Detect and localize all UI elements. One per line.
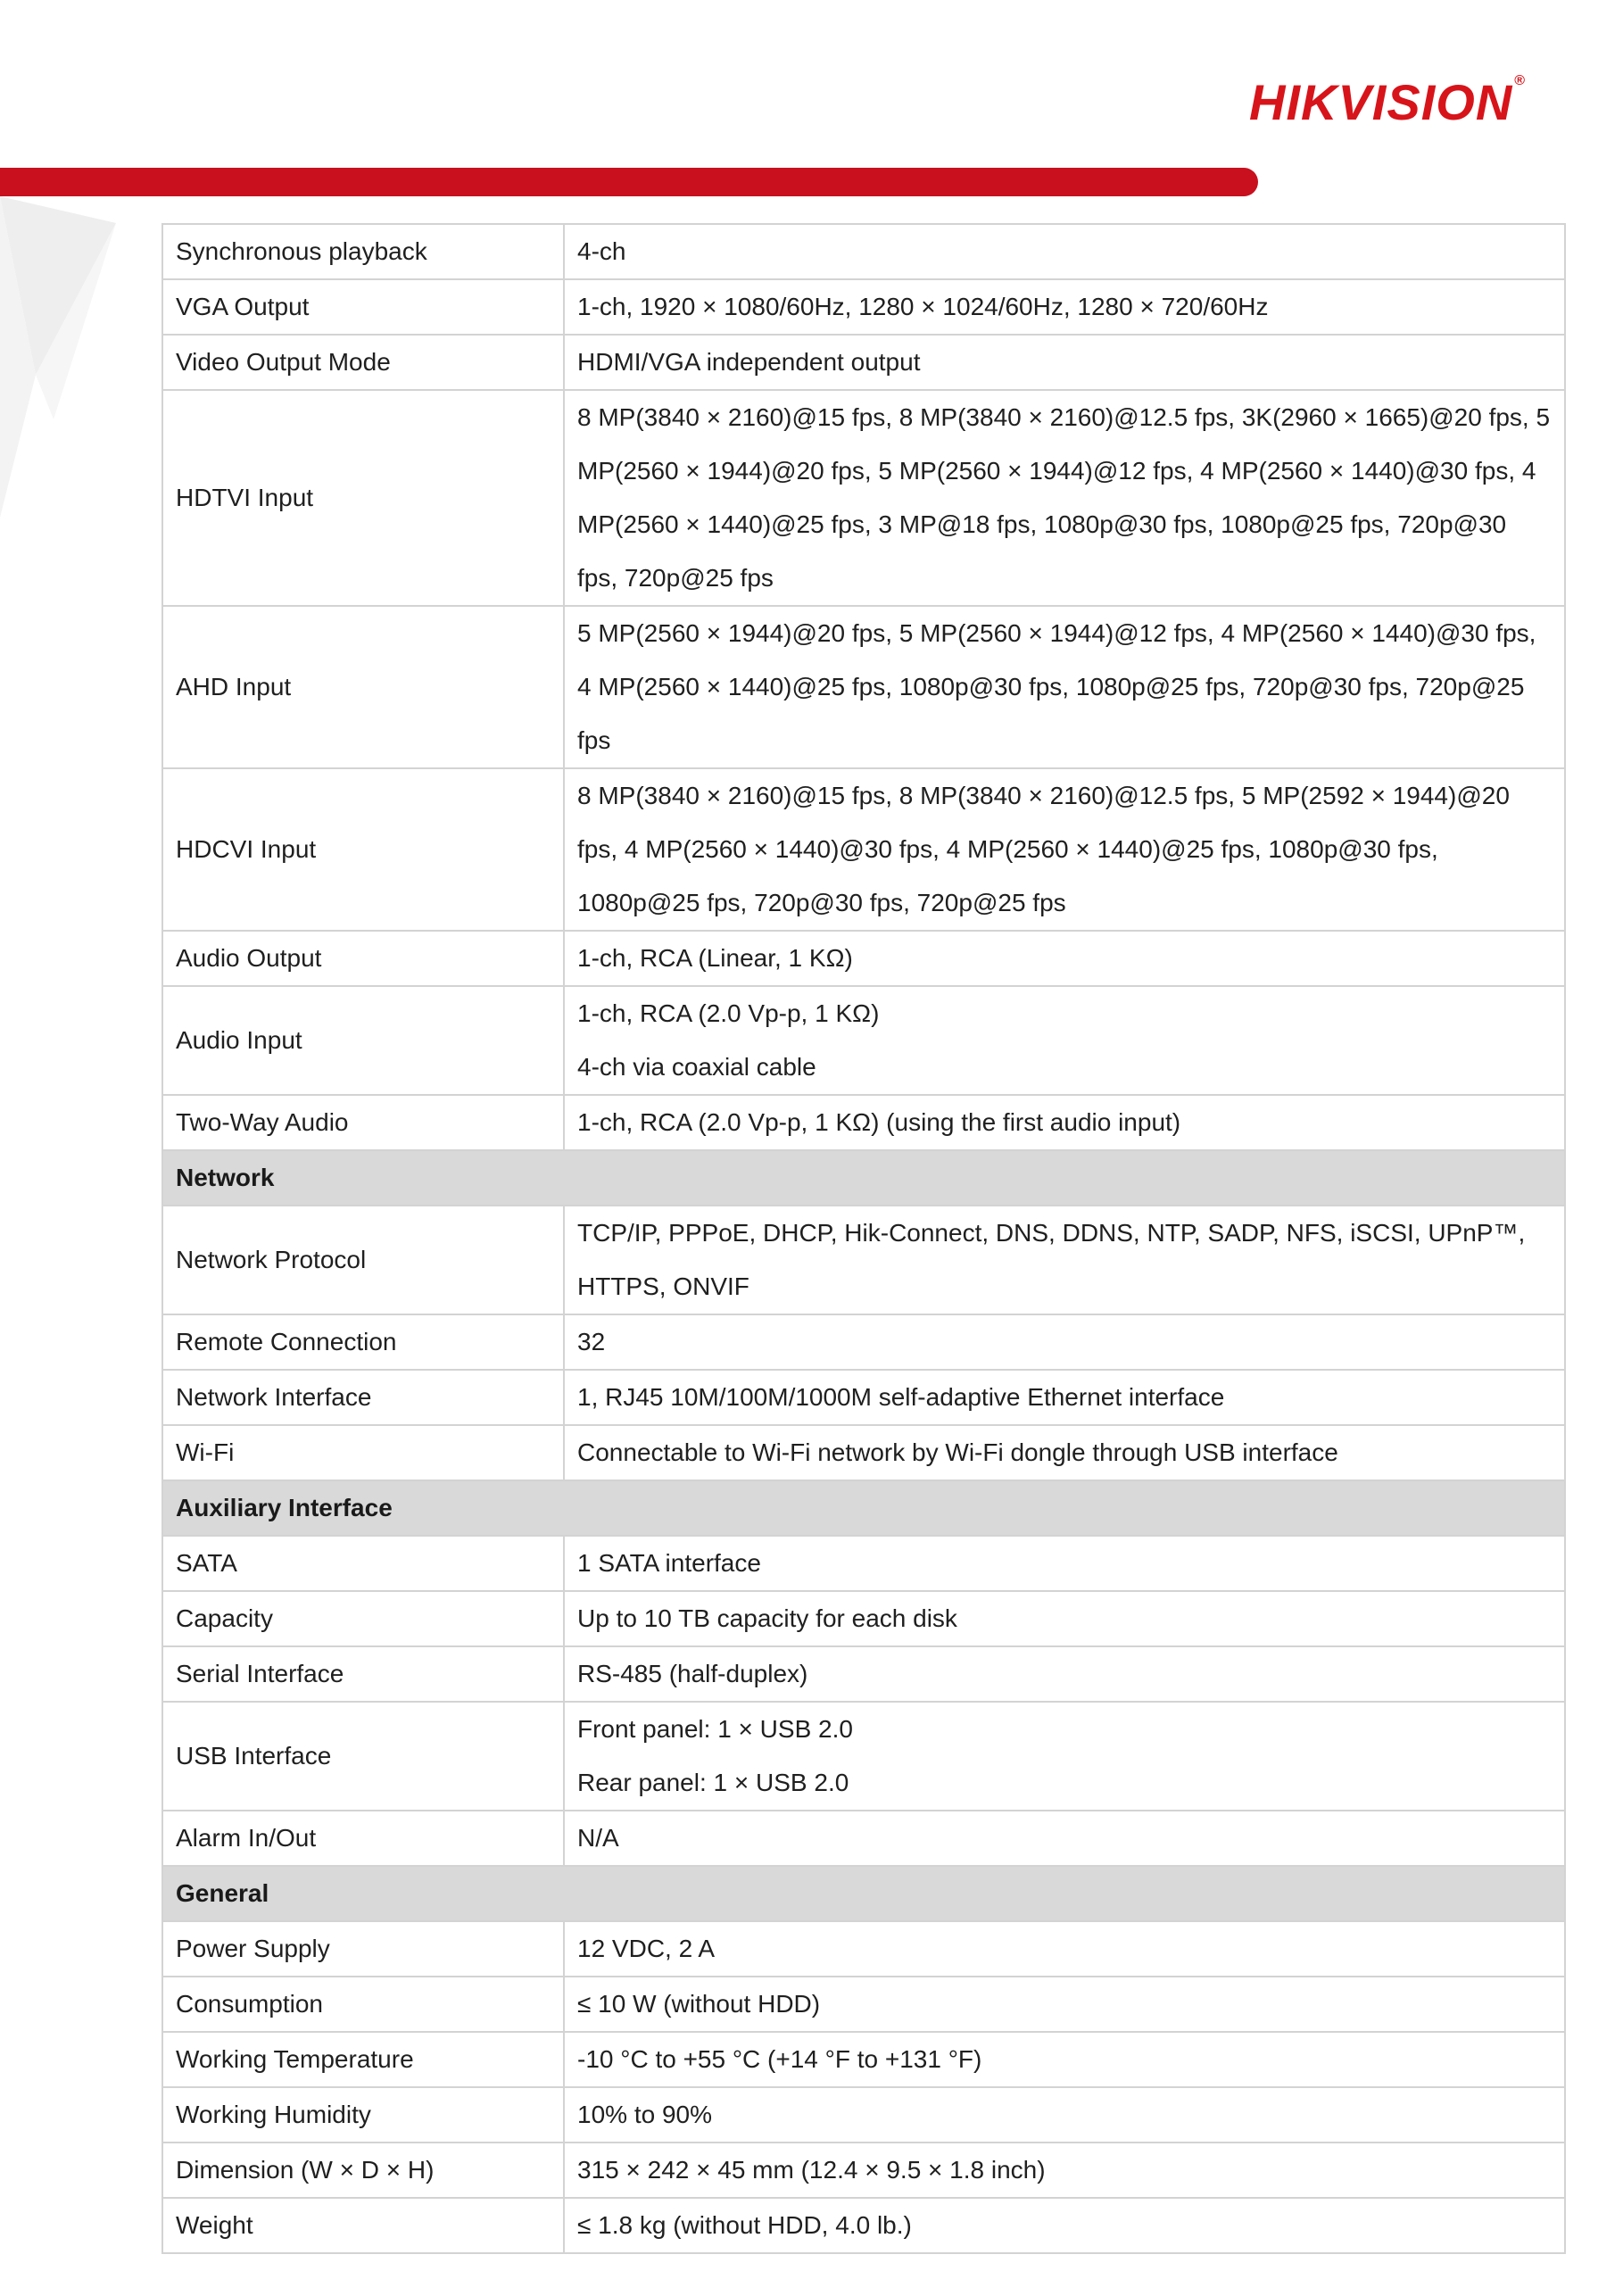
spec-row (162, 1095, 1565, 1150)
spec-label: Alarm In/Out (162, 1811, 564, 1866)
spec-row (162, 1811, 1565, 1866)
spec-value (564, 2198, 1565, 2253)
spec-row (162, 1206, 1565, 1314)
spec-value (564, 1314, 1565, 1370)
spec-value (564, 1425, 1565, 1480)
section-title: General (162, 1866, 1565, 1921)
spec-label: HDCVI Input (162, 768, 564, 931)
spec-value-line: 10% to 90% (577, 2101, 712, 2128)
decorative-polygon-graphic (0, 196, 125, 526)
spec-label: Remote Connection (162, 1314, 564, 1370)
spec-row (162, 279, 1565, 335)
spec-value-line: 1-ch, RCA (Linear, 1 KΩ) (577, 944, 853, 972)
spec-value (564, 335, 1565, 390)
spec-value (564, 606, 1565, 768)
spec-row (162, 1702, 1565, 1811)
spec-label: VGA Output (162, 279, 564, 335)
spec-row (162, 1425, 1565, 1480)
spec-row (162, 224, 1565, 279)
spec-row (162, 768, 1565, 931)
spec-value (564, 1811, 1565, 1866)
spec-value (564, 1646, 1565, 1702)
spec-value (564, 1536, 1565, 1591)
spec-label: Working Humidity (162, 2087, 564, 2143)
hikvision-logo (1249, 73, 1526, 131)
spec-value (564, 931, 1565, 986)
spec-label: Two-Way Audio (162, 1095, 564, 1150)
spec-label: Network Interface (162, 1370, 564, 1425)
spec-row (162, 390, 1565, 606)
section-header-row (162, 1480, 1565, 1536)
section-title: Auxiliary Interface (162, 1480, 1565, 1536)
spec-value-line: 4-ch (577, 237, 626, 265)
spec-label: HDTVI Input (162, 390, 564, 606)
spec-value-line: Rear panel: 1 × USB 2.0 (577, 1769, 849, 1796)
spec-value-line: 1-ch, RCA (2.0 Vp-p, 1 KΩ) (577, 999, 880, 1027)
spec-label: Audio Input (162, 986, 564, 1095)
spec-value-line: 1 SATA interface (577, 1549, 761, 1577)
spec-value-line: TCP/IP, PPPoE, DHCP, Hik-Connect, DNS, DDNS, NTP, SADP, NFS, iSCSI, UPnP™, HTTPS, ONVIF (577, 1219, 1526, 1300)
spec-value (564, 1206, 1565, 1314)
spec-value-line: Connectable to Wi-Fi network by Wi-Fi dongle through USB interface (577, 1438, 1338, 1466)
spec-row (162, 1370, 1565, 1425)
spec-value (564, 390, 1565, 606)
spec-value (564, 1095, 1565, 1150)
spec-value-line: ≤ 1.8 kg (without HDD, 4.0 lb.) (577, 2211, 912, 2239)
spec-value-line: 12 VDC, 2 A (577, 1935, 716, 1962)
spec-value (564, 2087, 1565, 2143)
spec-row (162, 1591, 1565, 1646)
spec-row (162, 1921, 1565, 1977)
logo-text: HIKVISION (1249, 74, 1513, 130)
spec-row (162, 2143, 1565, 2198)
spec-row (162, 986, 1565, 1095)
spec-label: AHD Input (162, 606, 564, 768)
spec-value (564, 986, 1565, 1095)
spec-label: USB Interface (162, 1702, 564, 1811)
spec-value-line: N/A (577, 1824, 619, 1852)
spec-value-line: HDMI/VGA independent output (577, 348, 921, 376)
spec-value-line: 8 MP(3840 × 2160)@15 fps, 8 MP(3840 × 2160)@12.5 fps, 5 MP(2592 × 1944)@20 fps, 4 MP(2560 × 1440)@30 fps, 4 MP(2560 × 1440)@25 fps, 1080p@30 fps, 1080p@25 fps, 720p@30 fps, 720p@25 fps (577, 782, 1510, 916)
spec-row (162, 2087, 1565, 2143)
spec-value (564, 2143, 1565, 2198)
spec-label: Network Protocol (162, 1206, 564, 1314)
spec-label: Serial Interface (162, 1646, 564, 1702)
spec-value-line: 1-ch, RCA (2.0 Vp-p, 1 KΩ) (using the first audio input) (577, 1108, 1181, 1136)
spec-label: Weight (162, 2198, 564, 2253)
section-title: Network (162, 1150, 1565, 1206)
spec-value (564, 1702, 1565, 1811)
spec-label: Dimension (W × D × H) (162, 2143, 564, 2198)
spec-label: SATA (162, 1536, 564, 1591)
spec-value-line: 315 × 242 × 45 mm (12.4 × 9.5 × 1.8 inch) (577, 2156, 1046, 2184)
spec-value-line: 4-ch via coaxial cable (577, 1053, 816, 1081)
spec-label: Wi-Fi (162, 1425, 564, 1480)
spec-value (564, 279, 1565, 335)
spec-value-line: 5 MP(2560 × 1944)@20 fps, 5 MP(2560 × 1944)@12 fps, 4 MP(2560 × 1440)@30 fps, 4 MP(2560 × 1440)@25 fps, 1080p@30 fps, 1080p@25 fps, 720p@30 fps, 720p@25 fps (577, 619, 1536, 754)
spec-value (564, 2032, 1565, 2087)
spec-value-line: -10 °C to +55 °C (+14 °F to +131 °F) (577, 2045, 982, 2073)
spec-label: Audio Output (162, 931, 564, 986)
spec-row (162, 606, 1565, 768)
spec-value-line: 1, RJ45 10M/100M/1000M self-adaptive Ethernet interface (577, 1383, 1225, 1411)
spec-row (162, 335, 1565, 390)
spec-row (162, 1646, 1565, 1702)
spec-value (564, 1591, 1565, 1646)
registered-mark: ® (1514, 73, 1527, 88)
spec-value (564, 1921, 1565, 1977)
section-header-row (162, 1866, 1565, 1921)
spec-value (564, 1370, 1565, 1425)
spec-row (162, 1977, 1565, 2032)
spec-row (162, 931, 1565, 986)
specification-table (161, 223, 1566, 2254)
spec-value-line: 1-ch, 1920 × 1080/60Hz, 1280 × 1024/60Hz, 1280 × 720/60Hz (577, 293, 1269, 320)
spec-value (564, 1977, 1565, 2032)
spec-row (162, 2032, 1565, 2087)
spec-value-line: Front panel: 1 × USB 2.0 (577, 1715, 853, 1743)
spec-label: Consumption (162, 1977, 564, 2032)
spec-label: Power Supply (162, 1921, 564, 1977)
spec-row (162, 1314, 1565, 1370)
spec-value (564, 768, 1565, 931)
spec-label: Working Temperature (162, 2032, 564, 2087)
section-header-row (162, 1150, 1565, 1206)
spec-value-line: Up to 10 TB capacity for each disk (577, 1604, 957, 1632)
header-red-bar (0, 168, 1258, 196)
spec-row (162, 1536, 1565, 1591)
spec-label: Capacity (162, 1591, 564, 1646)
spec-value-line: 32 (577, 1328, 606, 1355)
spec-value-line: ≤ 10 W (without HDD) (577, 1990, 821, 2018)
spec-value-line: 8 MP(3840 × 2160)@15 fps, 8 MP(3840 × 2160)@12.5 fps, 3K(2960 × 1665)@20 fps, 5 MP(2560 × 1944)@20 fps, 5 MP(2560 × 1944)@12 fps, 4 MP(2560 × 1440)@30 fps, 4 MP(2560 × 1440)@25 fps, 3 MP@18 fps, 1080p@30 fps, 1080p@25 fps, 720p@30 fps, 720p@25 fps (577, 403, 1551, 592)
spec-value (564, 224, 1565, 279)
spec-value-line: RS-485 (half-duplex) (577, 1660, 808, 1687)
spec-row (162, 2198, 1565, 2253)
spec-label: Video Output Mode (162, 335, 564, 390)
spec-label: Synchronous playback (162, 224, 564, 279)
